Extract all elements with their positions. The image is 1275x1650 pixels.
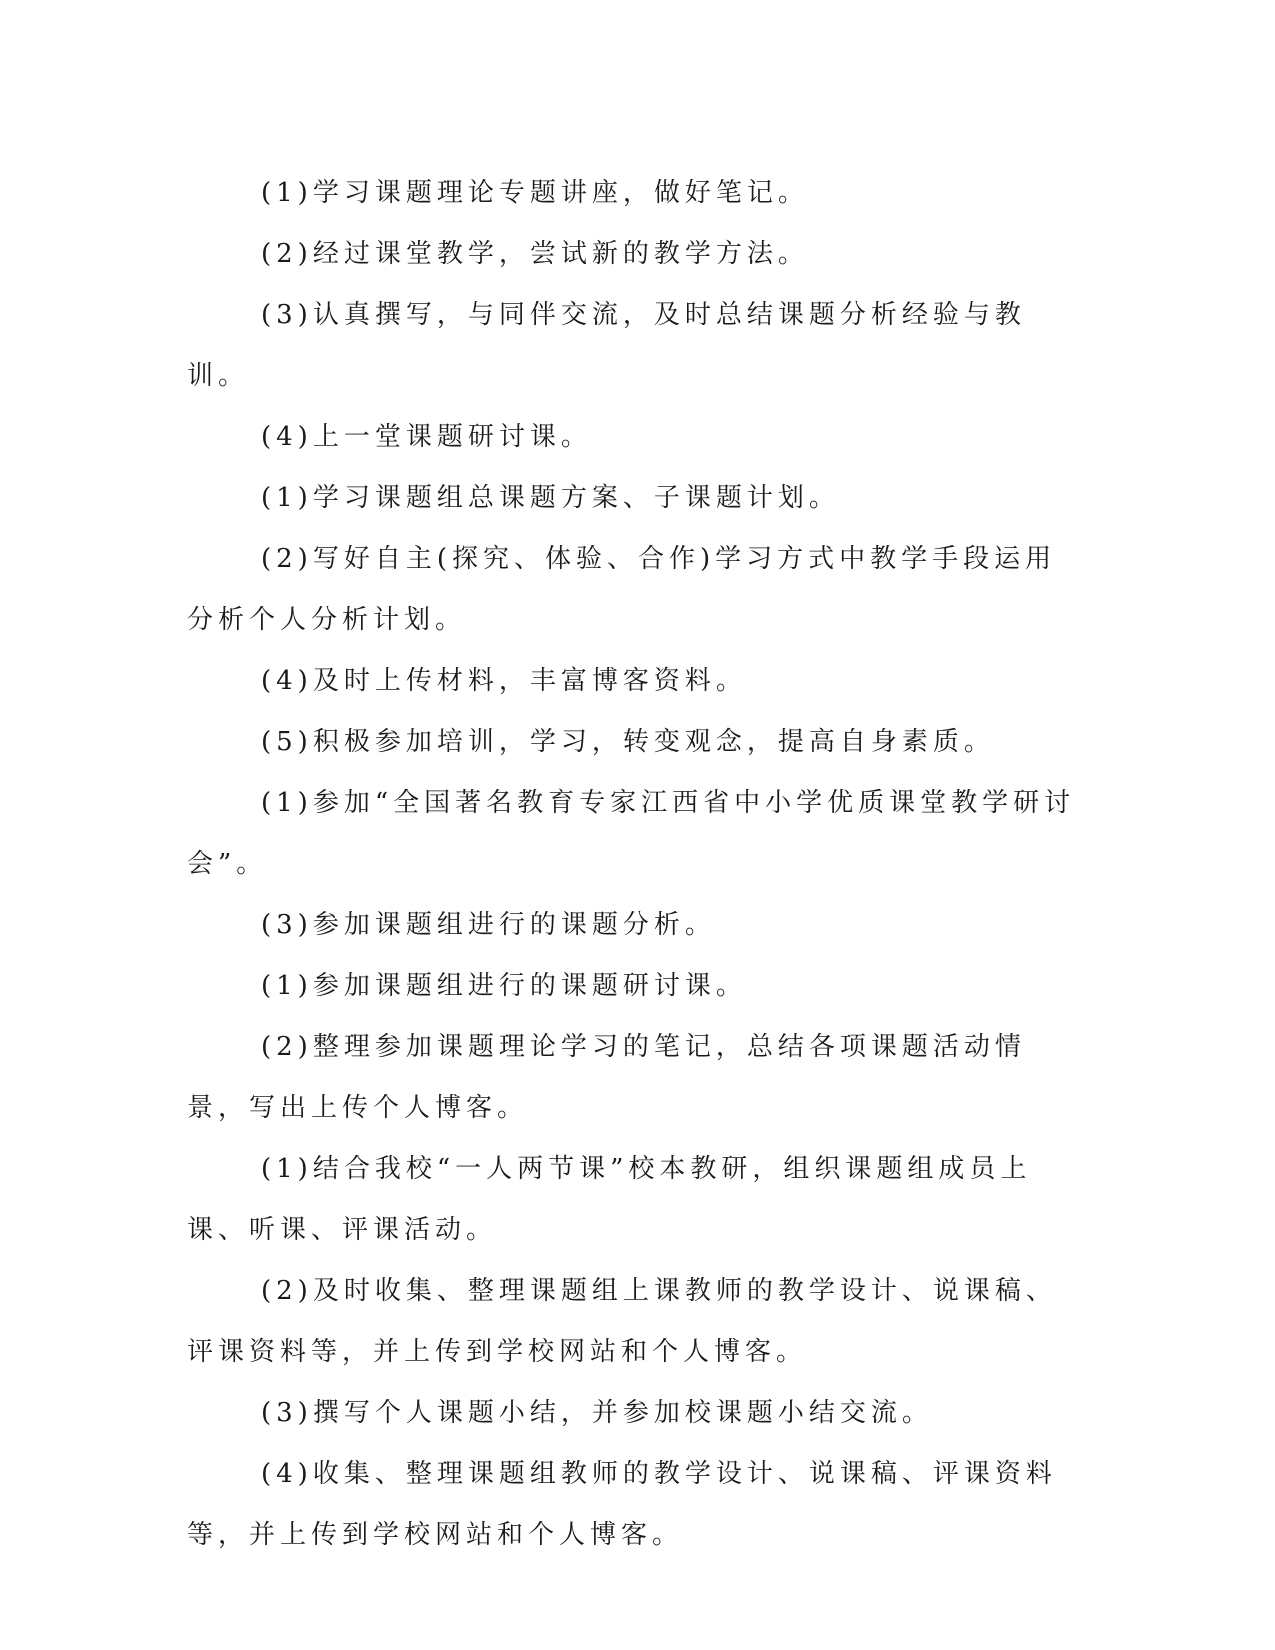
paragraph: (5)积极参加培训，学习，转变观念，提高自身素质。	[261, 727, 995, 757]
paragraph: (3)认真撰写，与同伴交流，及时总结课题分析经验与教训。	[187, 300, 1026, 391]
paragraph: (2)及时收集、整理课题组上课教师的教学设计、说课稿、评课资料等，并上传到学校网站和个人博客。	[187, 1276, 1057, 1367]
paragraph: (1)参加课题组进行的课题研讨课。	[261, 971, 747, 1001]
document-body	[187, 163, 1077, 1566]
paragraph: (1)学习课题理论专题讲座，做好笔记。	[261, 178, 809, 208]
paragraph: (3)撰写个人课题小结，并参加校课题小结交流。	[261, 1398, 933, 1428]
paragraph: (1)学习课题组总课题方案、子课题计划。	[261, 483, 840, 513]
paragraph: (2)整理参加课题理论学习的笔记，总结各项课题活动情景，写出上传个人博客。	[187, 1032, 1026, 1123]
paragraph: (1)结合我校“一人两节课”校本教研，组织课题组成员上课、听课、评课活动。	[187, 1154, 1032, 1245]
paragraph: (1)参加“全国著名教育专家江西省中小学优质课堂教学研讨会”。	[187, 788, 1076, 879]
paragraph: (4)及时上传材料，丰富博客资料。	[261, 666, 747, 696]
paragraph: (2)写好自主(探究、体验、合作)学习方式中教学手段运用分析个人分析计划。	[187, 544, 1057, 635]
paragraph: (4)收集、整理课题组教师的教学设计、说课稿、评课资料等，并上传到学校网站和个人博客。	[187, 1459, 1057, 1550]
paragraph: (2)经过课堂教学，尝试新的教学方法。	[261, 239, 809, 269]
paragraph: (4)上一堂课题研讨课。	[261, 422, 592, 452]
paragraph: (3)参加课题组进行的课题分析。	[261, 910, 716, 940]
